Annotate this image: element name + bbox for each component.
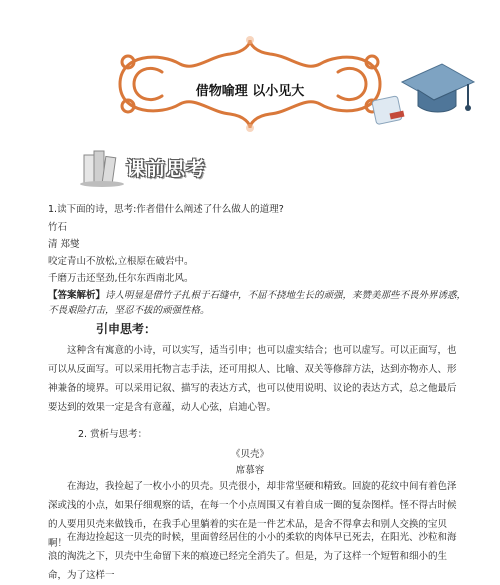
answer-line-2: 不畏艰险打击，坚忍不拔的顽强性格。 [48,305,210,316]
poem-author: 清 郑燮 [48,239,80,250]
diploma-scroll-icon [368,92,408,130]
extension-heading: 引申思考： [96,322,157,336]
question-1-prompt: 1.读下面的诗，思考:作者借什么阐述了什么做人的道理? [48,204,284,215]
text-title: 《贝壳》 [230,449,269,460]
books-icon [78,145,126,187]
graduation-cap-icon [398,56,476,126]
answer-line-1 [48,289,466,302]
text-paragraph-2: 在海边捡起这一贝壳的时候，里面曾经居住的小小的柔软的肉体早已死去，在阳光、沙粒和海浪的淘洗之下，贝壳中生命留下来的痕迹已经完全消失了。但是，为了这样一个短暂和细小的生命，为了这样一 [48,532,457,581]
answer-text-1: 诗人明显是借竹子扎根于石缝中，不屈不挠地生长的顽强，来赞美那些不畏外界诱惑， [105,290,467,301]
section-title: 课前思考 [126,158,207,180]
text-paragraph-1: 在海边，我捡起了一枚小小的贝壳。贝壳很小，却非常坚硬和精致。回旋的花纹中间有着色泽深或浅的小点，如果仔细观察的话，在每一个小点周围又有着自成一圈的复杂图样。怪不得古时候的人要用贝壳来做钱币，在我手心里躺着的实在是一件艺术品，是舍不得拿去和别人交换的宝贝啊！ [48,481,457,549]
poem-line-2: 千磨万击还坚劲,任尔东西南北风。 [48,273,194,284]
poem-line-1: 咬定青山不放松,立根原在破岩中。 [48,256,194,267]
banner-title: 借物喻理 以小见大 [195,84,305,99]
question-2-prompt: 2. 赏析与思考： [78,429,148,440]
answer-label: 【答案解析】 [48,290,106,301]
text-author: 席慕容 [235,465,265,476]
poem-title: 竹石 [48,222,68,233]
extension-paragraph: 这种含有寓意的小诗，可以实写，适当引申；也可以虚实结合；也可以虚写。可以正面写，也可以从反面写。可以采用托物言志手法，还可用拟人、比喻、双关等修辞方法，达到亦物亦人、形神兼备的境界。可以采用记叙、描写的表达方式，也可以使用说明、议论的表达方式，总之他最后要达到的效果一定是含有意蕴，动人心弦，启迪心智。 [48,345,457,413]
